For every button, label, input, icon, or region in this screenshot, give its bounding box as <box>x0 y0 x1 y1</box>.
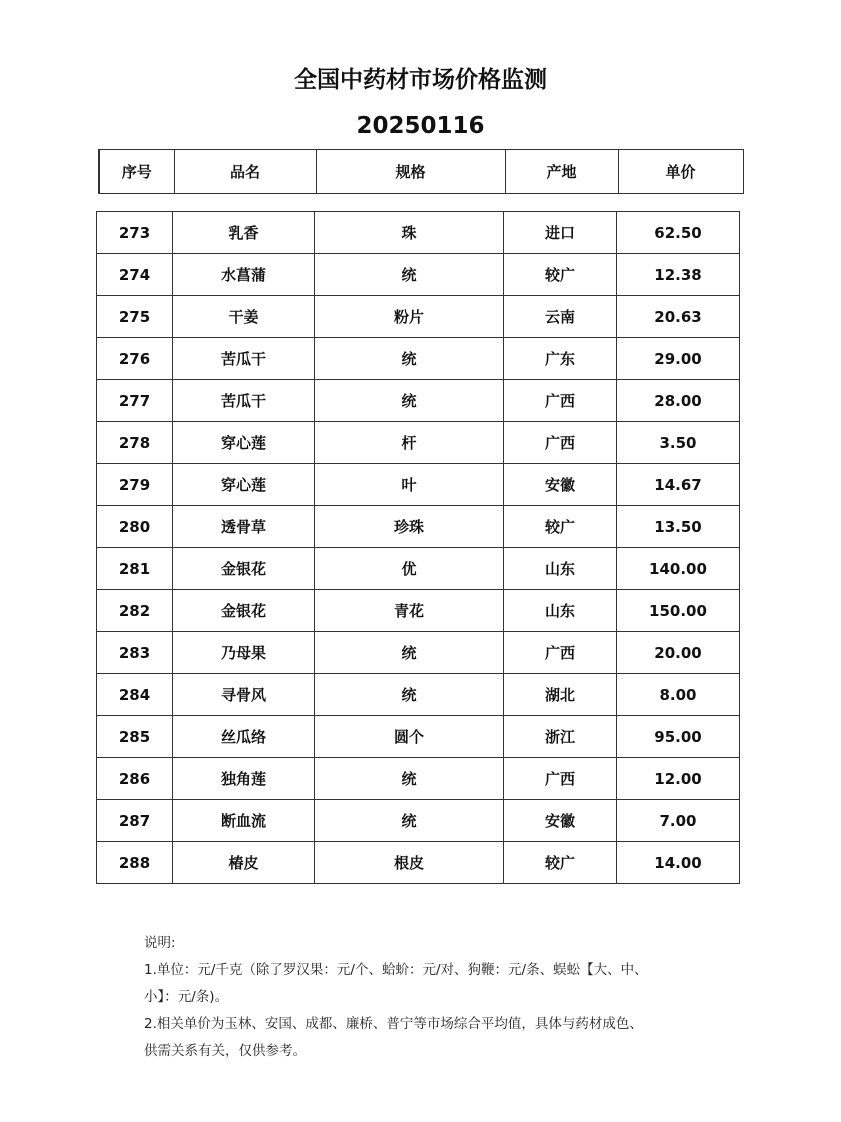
cell-index: 288 <box>97 842 173 884</box>
cell-spec: 珍珠 <box>315 506 504 548</box>
table-row <box>97 674 740 716</box>
cell-index: 285 <box>97 716 173 758</box>
cell-name: 穿心莲 <box>173 464 315 506</box>
notes-line: 2.相关单价为玉林、安国、成都、廉桥、普宁等市场综合平均值，具体与药材成色、 <box>144 1016 643 1032</box>
cell-price: 3.50 <box>617 422 740 464</box>
table-row <box>97 548 740 590</box>
cell-index: 278 <box>97 422 173 464</box>
price-table-header <box>98 149 744 194</box>
cell-origin: 湖北 <box>504 674 617 716</box>
cell-price: 28.00 <box>617 380 740 422</box>
header-row <box>99 150 743 194</box>
cell-index: 273 <box>97 212 173 254</box>
cell-name: 乃母果 <box>173 632 315 674</box>
cell-name: 金银花 <box>173 590 315 632</box>
table-row <box>97 254 740 296</box>
price-table-body <box>97 212 740 884</box>
cell-name: 干姜 <box>173 296 315 338</box>
page-title: 全国中药材市场价格监测 <box>294 67 547 93</box>
table-row <box>97 506 740 548</box>
cell-name: 水菖蒲 <box>173 254 315 296</box>
cell-origin: 浙江 <box>504 716 617 758</box>
cell-spec: 根皮 <box>315 842 504 884</box>
cell-price: 20.63 <box>617 296 740 338</box>
cell-spec: 统 <box>315 338 504 380</box>
cell-origin: 安徽 <box>504 800 617 842</box>
cell-index: 281 <box>97 548 173 590</box>
notes-line: 1.单位：元/千克（除了罗汉果：元/个、蛤蚧：元/对、狗鞭：元/条、蜈蚣【大、中、 <box>144 962 648 978</box>
cell-spec: 统 <box>315 632 504 674</box>
cell-index: 279 <box>97 464 173 506</box>
cell-name: 金银花 <box>173 548 315 590</box>
cell-price: 12.38 <box>617 254 740 296</box>
cell-index: 280 <box>97 506 173 548</box>
table-row <box>97 590 740 632</box>
price-table <box>96 211 740 884</box>
table-row <box>97 800 740 842</box>
cell-price: 14.67 <box>617 464 740 506</box>
cell-index: 282 <box>97 590 173 632</box>
cell-spec: 粉片 <box>315 296 504 338</box>
cell-spec: 统 <box>315 380 504 422</box>
cell-spec: 珠 <box>315 212 504 254</box>
cell-index: 277 <box>97 380 173 422</box>
notes-heading: 说明: <box>144 935 176 951</box>
table-row <box>97 422 740 464</box>
cell-name: 独角莲 <box>173 758 315 800</box>
cell-name: 椿皮 <box>173 842 315 884</box>
cell-price: 13.50 <box>617 506 740 548</box>
cell-name: 丝瓜络 <box>173 716 315 758</box>
cell-price: 14.00 <box>617 842 740 884</box>
cell-name: 穿心莲 <box>173 422 315 464</box>
cell-index: 286 <box>97 758 173 800</box>
table-row <box>97 632 740 674</box>
cell-name: 断血流 <box>173 800 315 842</box>
cell-price: 7.00 <box>617 800 740 842</box>
column-header-index: 序号 <box>99 150 174 194</box>
cell-index: 283 <box>97 632 173 674</box>
cell-price: 150.00 <box>617 590 740 632</box>
table-row <box>97 380 740 422</box>
column-header-name: 品名 <box>174 150 316 194</box>
cell-price: 140.00 <box>617 548 740 590</box>
cell-origin: 广西 <box>504 422 617 464</box>
cell-spec: 杆 <box>315 422 504 464</box>
cell-spec: 圆个 <box>315 716 504 758</box>
cell-name: 乳香 <box>173 212 315 254</box>
cell-origin: 安徽 <box>504 464 617 506</box>
cell-spec: 叶 <box>315 464 504 506</box>
cell-origin: 较广 <box>504 254 617 296</box>
cell-spec: 统 <box>315 800 504 842</box>
cell-index: 287 <box>97 800 173 842</box>
cell-name: 寻骨风 <box>173 674 315 716</box>
notes-section <box>144 930 704 1065</box>
cell-origin: 山东 <box>504 548 617 590</box>
cell-origin: 较广 <box>504 842 617 884</box>
table-row <box>97 842 740 884</box>
cell-origin: 广东 <box>504 338 617 380</box>
report-date: 20250116 <box>356 113 485 139</box>
cell-index: 274 <box>97 254 173 296</box>
cell-name: 苦瓜干 <box>173 380 315 422</box>
cell-spec: 青花 <box>315 590 504 632</box>
table-row <box>97 716 740 758</box>
cell-price: 29.00 <box>617 338 740 380</box>
cell-price: 12.00 <box>617 758 740 800</box>
column-header-spec: 规格 <box>316 150 505 194</box>
cell-price: 8.00 <box>617 674 740 716</box>
cell-price: 62.50 <box>617 212 740 254</box>
cell-origin: 广西 <box>504 380 617 422</box>
cell-origin: 进口 <box>504 212 617 254</box>
notes-line: 供需关系有关，仅供参考。 <box>144 1043 306 1059</box>
table-row <box>97 338 740 380</box>
cell-origin: 云南 <box>504 296 617 338</box>
cell-spec: 统 <box>315 254 504 296</box>
cell-spec: 优 <box>315 548 504 590</box>
cell-origin: 山东 <box>504 590 617 632</box>
column-header-origin: 产地 <box>505 150 618 194</box>
cell-origin: 较广 <box>504 506 617 548</box>
cell-index: 284 <box>97 674 173 716</box>
cell-index: 275 <box>97 296 173 338</box>
table-row <box>97 758 740 800</box>
notes-line: 小】：元/条)。 <box>144 989 229 1005</box>
table-row <box>97 212 740 254</box>
cell-price: 95.00 <box>617 716 740 758</box>
cell-name: 透骨草 <box>173 506 315 548</box>
cell-price: 20.00 <box>617 632 740 674</box>
cell-name: 苦瓜干 <box>173 338 315 380</box>
table-row <box>97 296 740 338</box>
column-header-price: 单价 <box>618 150 743 194</box>
cell-origin: 广西 <box>504 758 617 800</box>
cell-index: 276 <box>97 338 173 380</box>
table-row <box>97 464 740 506</box>
cell-spec: 统 <box>315 674 504 716</box>
cell-origin: 广西 <box>504 632 617 674</box>
cell-spec: 统 <box>315 758 504 800</box>
